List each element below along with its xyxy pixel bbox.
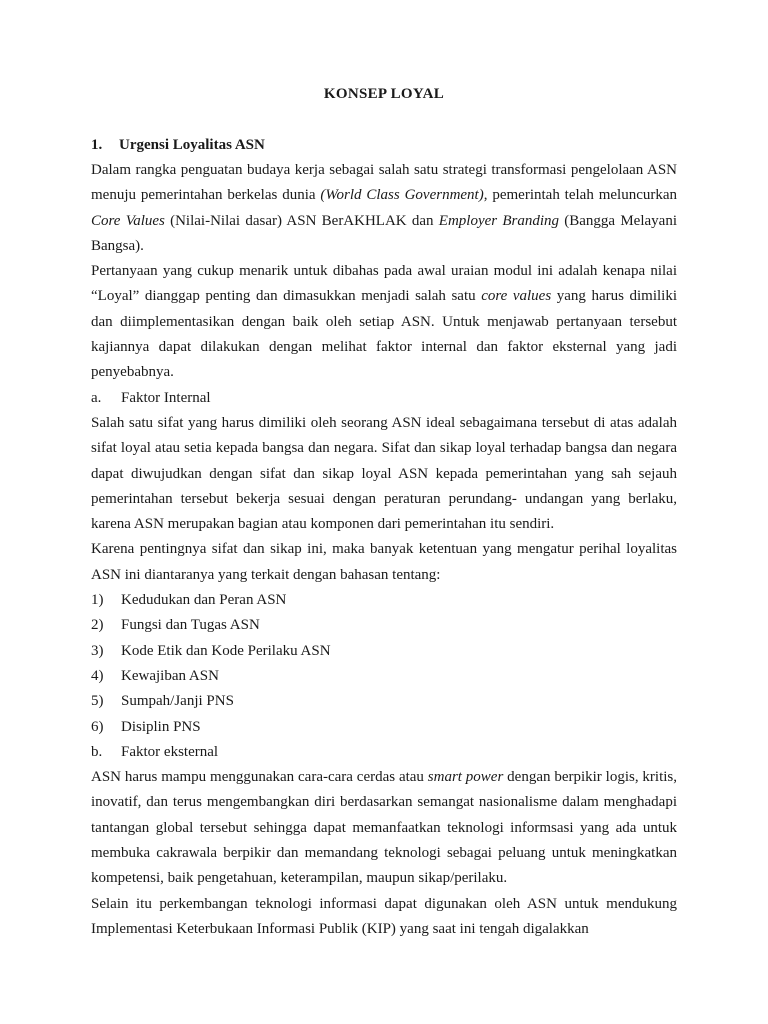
list-item [91, 689, 677, 714]
document-body [91, 158, 677, 942]
list-item [91, 715, 677, 740]
list-item [91, 639, 677, 664]
document-title: KONSEP LOYAL [323, 86, 445, 102]
list-marker: 4) [91, 667, 104, 684]
para1-italic-3: Employer Branding [438, 212, 560, 229]
para1-text-3: (Nilai-Nilai dasar) ASN BerAKHLAK dan [164, 212, 439, 229]
para5-text-2: dengan berpikir logis, kritis, inovatif, dan terus mengembangkan diri berdasarkan semangat nasionalisme dalam menghadapi tantangan global tersebut sehingga dapat memanfaatkan teknologi informsasi yang ada untuk membuka cakrawala berpikir dan memandang teknologi sebagai peluang untuk meningkatkan kompetensi, baik pengetahuan, keterampilan, maupun sikap/perilaku. [91, 769, 677, 887]
subheading-external [91, 740, 677, 765]
paragraph-6: Selain itu perkembangan teknologi informasi dapat digunakan oleh ASN untuk mendukung Implementasi Keterbukaan Informasi Publik (KIP) yang saat ini tengah digalakkan [91, 895, 677, 937]
paragraph-4: Karena pentingnya sifat dan sikap ini, maka banyak ketentuan yang mengatur perihal loyalitas ASN ini diantaranya yang terkait dengan bahasan tentang: [91, 541, 677, 583]
para2-text-1: Pertanyaan yang cukup menarik untuk dibahas pada awal uraian modul ini adalah kenapa nilai “Loyal” dianggap penting dan dimasukkan menjadi salah satu [91, 263, 677, 305]
para2-italic-1: core values [481, 288, 552, 305]
list-item [91, 588, 677, 613]
para1-text-4: (Bangga Melayani Bangsa). [91, 212, 677, 254]
para5-italic-1: smart power [427, 769, 504, 786]
list-marker: 6) [91, 718, 104, 735]
list-marker: 3) [91, 642, 104, 659]
subheading-label: Faktor eksternal [121, 743, 219, 760]
para5-text-1: ASN harus mampu menggunakan cara-cara cerdas atau [91, 769, 428, 786]
list-item-label: Kedudukan dan Peran ASN [121, 592, 287, 609]
para1-italic-1: (World Class Government) [320, 187, 484, 204]
subheading-internal [91, 386, 677, 411]
para1-text-1: Dalam rangka penguatan budaya kerja sebagai salah satu strategi transformasi pengelolaan ASN menuju pemerintahan berkelas dunia [91, 162, 677, 204]
paragraph-3: Salah satu sifat yang harus dimiliki oleh seorang ASN ideal sebagaimana tersebut di atas adalah sifat loyal atau setia kepada bangsa dan negara. Sifat dan sikap loyal terhadap bangsa dan negara dapat diwujudkan dengan sifat dan sikap loyal ASN kepada pemerintahan yang sah sejauh pemerintahan tersebut bekerja sesuai dengan peraturan perundang- undangan yang berlaku, karena ASN merupakan bagian atau komponen dari pemerintahan itu sendiri. [91, 414, 677, 533]
para1-text-2: , pemerintah telah meluncurkan [483, 187, 678, 204]
paragraph-1 [91, 158, 677, 259]
list-item-label: Kode Etik dan Kode Perilaku ASN [121, 642, 331, 659]
list-item-label: Disiplin PNS [121, 718, 201, 735]
section-number: 1. [91, 137, 103, 153]
list-item-label: Sumpah/Janji PNS [121, 693, 234, 710]
list-item [91, 613, 677, 638]
subheading-marker: a. [91, 389, 102, 406]
section-heading-text: Urgensi Loyalitas ASN [119, 137, 265, 153]
list-marker: 5) [91, 693, 104, 710]
list-item-label: Kewajiban ASN [121, 667, 219, 684]
list-item [91, 664, 677, 689]
subheading-label: Faktor Internal [121, 389, 211, 406]
list-marker: 2) [91, 617, 104, 634]
para1-italic-2: Core Values [91, 212, 165, 229]
subheading-marker: b. [91, 743, 103, 760]
paragraph-5 [91, 765, 677, 891]
list-marker: 1) [91, 592, 104, 609]
paragraph-2 [91, 259, 677, 385]
numbered-list [91, 588, 677, 740]
para2-text-2: yang harus dimiliki dan diimplementasikan dengan baik oleh setiap ASN. Untuk menjawab pertanyaan tersebut kajiannya dapat dilakukan dengan melihat faktor internal dan faktor eksternal yang jadi penyebabnya. [91, 288, 677, 381]
section-heading [91, 137, 265, 154]
list-item-label: Fungsi dan Tugas ASN [121, 617, 260, 634]
